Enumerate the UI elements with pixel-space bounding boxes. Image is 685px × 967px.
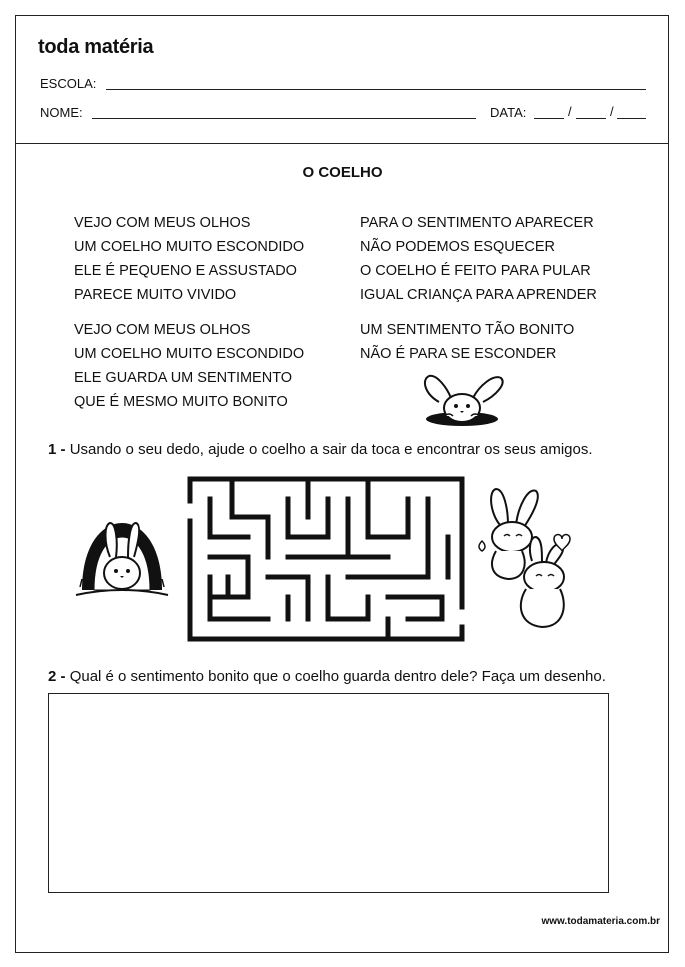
date-separator: / (610, 104, 614, 119)
poem-line: VEJO COM MEUS OLHOS (74, 215, 251, 231)
poem-line: UM SENTIMENTO TÃO BONITO (360, 322, 575, 338)
footer-url: www.todamateria.com.br (541, 916, 660, 927)
poem-line: QUE É MESMO MUITO BONITO (74, 394, 288, 410)
brand-logo: toda matéria (38, 36, 154, 58)
poem-line: UM COELHO MUITO ESCONDIDO (74, 346, 305, 362)
poem-right-stanza-2 (360, 318, 574, 366)
school-label: ESCOLA: (40, 76, 97, 91)
poem-line: PARECE MUITO VIVIDO (74, 287, 237, 303)
poem-line: NÃO É PARA SE ESCONDER (360, 346, 557, 362)
name-label: NOME: (40, 105, 83, 120)
question-text: Usando o seu dedo, ajude o coelho a sair da toca e encontrar os seus amigos. (69, 441, 593, 458)
bunny-peeking-illustration (415, 372, 510, 427)
question-text: Qual é o sentimento bonito que o coelho guarda dentro dele? Faça um desenho. (69, 668, 606, 685)
date-label: DATA: (490, 105, 527, 120)
poem-line: ELE GUARDA UM SENTIMENTO (74, 370, 293, 386)
poem-title: O COELHO (302, 164, 383, 181)
question-number: 1 - (48, 441, 66, 458)
drawing-area[interactable] (48, 693, 609, 893)
poem-left-stanza-2 (74, 318, 304, 414)
question-1 (48, 440, 618, 459)
date-year-field[interactable] (617, 118, 646, 119)
header-divider (16, 143, 668, 144)
poem-right-stanza-1 (360, 211, 597, 307)
date-month-field[interactable] (576, 118, 606, 119)
poem-line: UM COELHO MUITO ESCONDIDO (74, 239, 305, 255)
date-separator: / (568, 104, 572, 119)
poem-line: PARA O SENTIMENTO APARECER (360, 215, 594, 231)
poem-line: NÃO PODEMOS ESQUECER (360, 239, 555, 255)
school-field[interactable] (106, 89, 646, 90)
date-day-field[interactable] (534, 118, 564, 119)
poem-line: IGUAL CRIANÇA PARA APRENDER (360, 287, 597, 303)
name-field[interactable] (92, 118, 476, 119)
poem-line: VEJO COM MEUS OLHOS (74, 322, 251, 338)
question-number: 2 - (48, 668, 66, 685)
bunny-in-burrow-illustration (72, 515, 172, 605)
maze[interactable] (188, 477, 464, 641)
bunny-friends-illustration (472, 485, 577, 633)
poem-line: O COELHO É FEITO PARA PULAR (360, 263, 591, 279)
question-2 (48, 667, 618, 686)
poem-line: ELE É PEQUENO E ASSUSTADO (74, 263, 297, 279)
poem-left-stanza-1 (74, 211, 304, 307)
